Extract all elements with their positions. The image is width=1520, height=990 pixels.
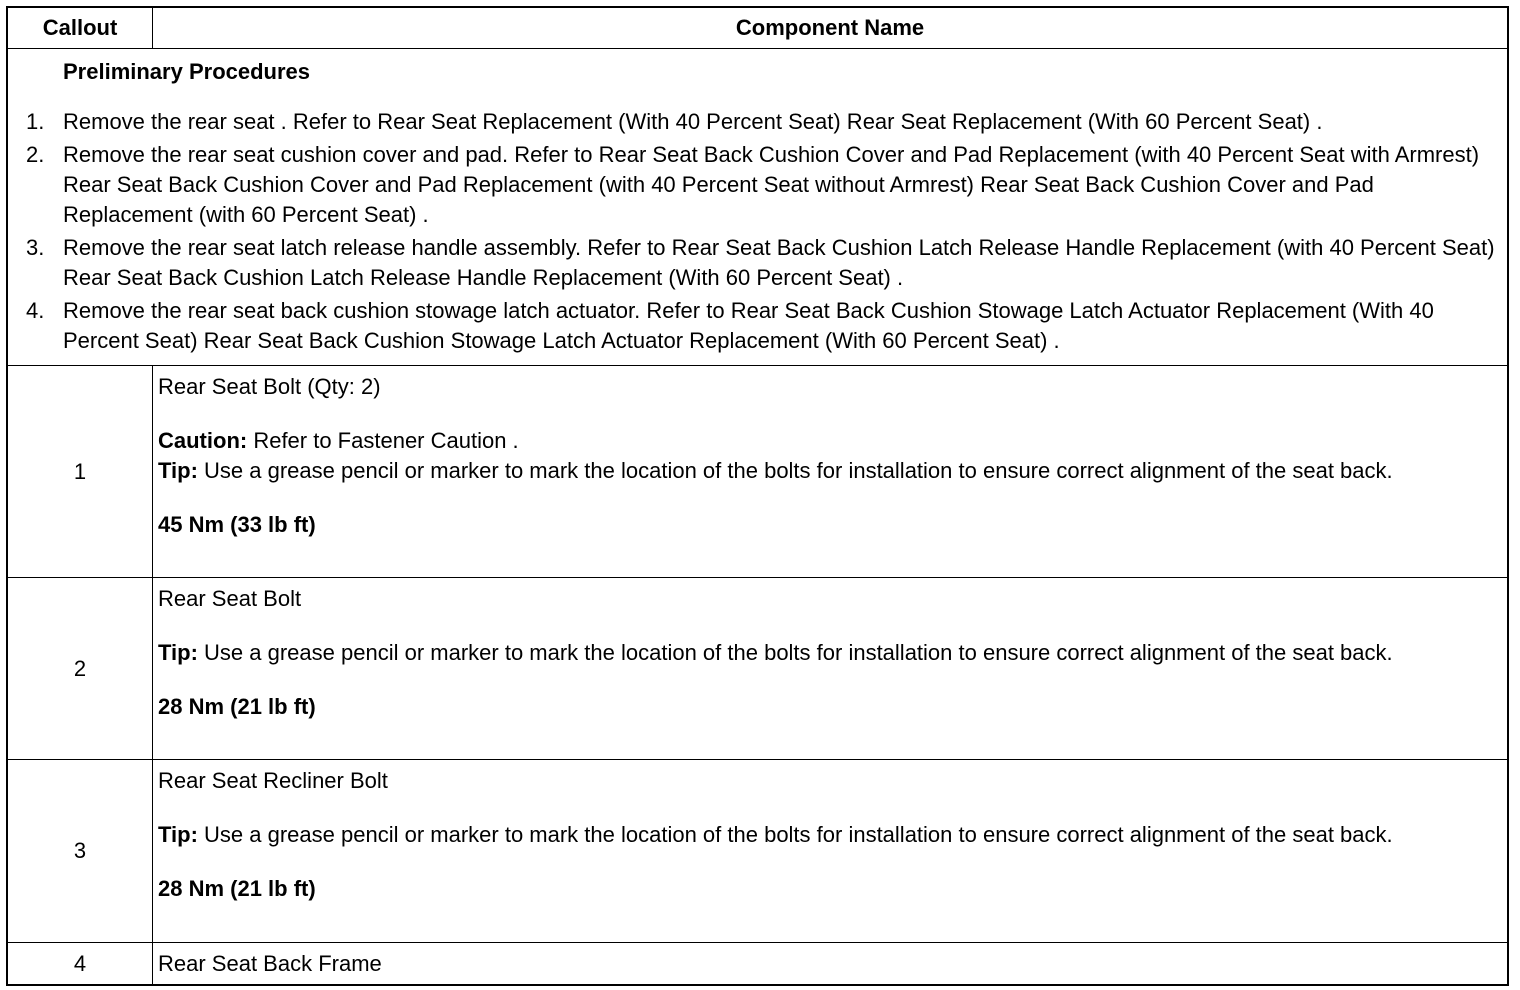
- component-name: Rear Seat Back Frame: [158, 950, 382, 976]
- table-row: [8, 366, 1507, 578]
- component-cell: [153, 578, 1507, 759]
- tip-text: Use a grease pencil or marker to mark the location of the bolts for installation to ensure correct alignment of the seat back.: [197, 640, 1393, 665]
- callout-number: 1: [8, 366, 153, 577]
- component-cell: [153, 760, 1507, 942]
- list-item: [26, 140, 1497, 230]
- tip-label: Tip:: [158, 640, 198, 665]
- caution-note: [158, 426, 1495, 456]
- preliminary-steps-list: [26, 107, 1497, 356]
- component-name: Rear Seat Bolt (Qty: 2): [158, 374, 381, 399]
- step-text: Remove the rear seat back cushion stowage latch actuator. Refer to Rear Seat Back Cushion Stowage Latch Actuator Replacement (With 40 Percent Seat) Rear Seat Back Cushion Stowage Latch Actuator Replacement (With 60 Percent Seat) .: [63, 298, 1434, 353]
- caution-text: Refer to Fastener Caution .: [247, 428, 519, 453]
- torque-spec: 28 Nm (21 lb ft): [158, 694, 316, 719]
- component-cell: [153, 943, 1507, 984]
- step-number: 1.: [26, 109, 45, 134]
- procedure-table: [6, 6, 1509, 986]
- step-text: Remove the rear seat latch release handle assembly. Refer to Rear Seat Back Cushion Latch Release Handle Replacement (with 40 Percent Seat) Rear Seat Back Cushion Latch Release Handle Replacement (With 60 Percent Seat) .: [63, 235, 1495, 290]
- callout-number: 4: [8, 943, 153, 984]
- caution-label: Caution:: [158, 428, 248, 453]
- component-cell: [153, 366, 1507, 577]
- torque-spec: 45 Nm (33 lb ft): [158, 512, 316, 537]
- callout-column-header: Callout: [8, 8, 153, 48]
- table-row: [8, 943, 1507, 984]
- step-number: 2.: [26, 142, 45, 167]
- table-header-row: [8, 8, 1507, 49]
- tip-note: [158, 456, 1495, 486]
- tip-text: Use a grease pencil or marker to mark the location of the bolts for installation to ensure correct alignment of the seat back.: [197, 822, 1393, 847]
- torque-spec: 28 Nm (21 lb ft): [158, 876, 316, 901]
- component-name: Rear Seat Bolt: [158, 586, 302, 611]
- tip-label: Tip:: [158, 822, 198, 847]
- table-row: [8, 760, 1507, 943]
- preliminary-title: Preliminary Procedures: [63, 59, 311, 84]
- component-name-column-header: Component Name: [735, 15, 925, 40]
- step-number: 3.: [26, 235, 45, 260]
- callout-number: 3: [8, 760, 153, 942]
- table-row: [8, 578, 1507, 760]
- tip-label: Tip:: [158, 458, 198, 483]
- list-item: [26, 107, 1497, 137]
- tip-text: Use a grease pencil or marker to mark the location of the bolts for installation to ensure correct alignment of the seat back.: [197, 458, 1393, 483]
- list-item: [26, 233, 1497, 293]
- callout-number: 2: [8, 578, 153, 759]
- step-text: Remove the rear seat . Refer to Rear Seat Replacement (With 40 Percent Seat) Rear Seat Replacement (With 60 Percent Seat) .: [63, 109, 1323, 134]
- step-text: Remove the rear seat cushion cover and pad. Refer to Rear Seat Back Cushion Cover and Pad Replacement (with 40 Percent Seat with Armrest) Rear Seat Back Cushion Cover and Pad Replacement (with 40 Percent Seat without Armrest) Rear Seat Back Cushion Cover and Pad Replacement (with 60 Percent Seat) .: [63, 142, 1480, 227]
- tip-note: [158, 638, 1495, 668]
- tip-note: [158, 820, 1495, 850]
- step-number: 4.: [26, 298, 45, 323]
- preliminary-procedures: [8, 49, 1507, 366]
- component-name: Rear Seat Recliner Bolt: [158, 768, 388, 793]
- list-item: [26, 296, 1497, 356]
